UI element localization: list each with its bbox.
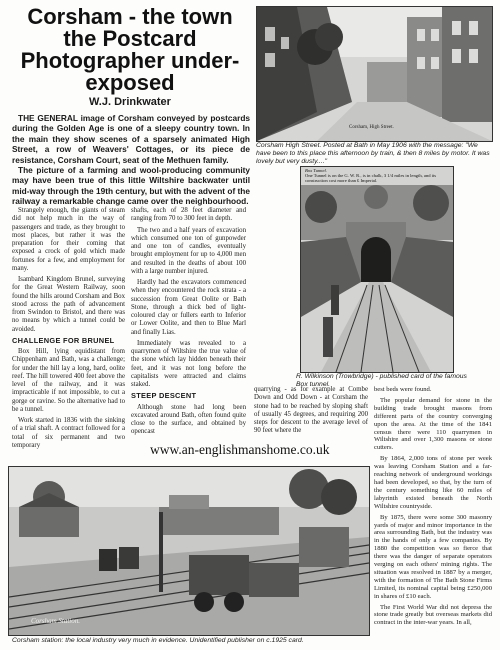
body-paragraph: Strangely enough, the giants of steam did not help much in the way of passengers and trade, as they brought to most places, but rather it was the preparation for their coming that exposed a crock of gold which made fortunes for a few, and employment for many. bbox=[12, 207, 125, 272]
box-tunnel-photo bbox=[300, 166, 454, 373]
station-inset-label: Corsham Station. bbox=[31, 617, 81, 625]
high-street-caption: Corsham High Street. Posted at Bath in May 1906 with the message: "We have been to this place this afternoon by train, & then 8 miles by motor. It was lovely but very dusty...." bbox=[256, 142, 490, 165]
tunnel-inset-text bbox=[305, 168, 449, 183]
station-illustration bbox=[9, 467, 369, 635]
body-paragraph: Hardly had the excavators commenced when they encountered the rock strata - a succession from Great Oolite or Bath Stone, through a thick bed of light-coloured clay or fullers earth to Inferior or Lower Oolite, and then to Blue Marl and finally Lias. bbox=[131, 279, 246, 336]
high-street-illustration bbox=[257, 7, 492, 141]
body-paragraph: By 1864, 2,000 tons of stone per week was leaving Corsham Station and a far-reaching network of underground workings had been developed, so that, by the turn of the century something like 60 miles of labyrinth existed beneath the North Wiltshire countryside. bbox=[374, 455, 492, 510]
article-column-2 bbox=[131, 207, 246, 440]
body-paragraph: shafts, each of 28 feet diameter and ranging from 70 to 300 feet in depth. bbox=[131, 207, 246, 223]
body-paragraph: best beds were found. bbox=[374, 386, 432, 393]
website-watermark: www.an-englishmanshome.co.uk bbox=[150, 442, 330, 457]
body-paragraph: Immediately was revealed to a quarrymen of Wiltshire the true value of the stone which lay hidden beneath their feet, and it was not long before the capitalists were attracted and claims staked. bbox=[131, 339, 246, 388]
article-column-3 bbox=[254, 386, 368, 439]
lead-paragraph-1: THE GENERAL image of Corsham conveyed by postcards during the Golden Age is one of a sleepy country town. In the main they show scenes of a sparsely animated High Street, a row of Weavers' Cottages, or its piece de resistance, Corsham Court, seat of the Methuen family. bbox=[12, 113, 250, 165]
body-paragraph: The popular demand for stone in the building trade brought masons from different parts of the country converging upon the area. At the time of the 1841 census there were 110 quarrymen in Wiltshire and over 1,300 masons or stone cutters. bbox=[374, 396, 492, 452]
section-heading: STEEP DESCENT bbox=[131, 391, 197, 401]
section-heading: CHALLENGE FOR BRUNEL bbox=[12, 335, 115, 345]
body-paragraph: The First World War did not depress the stone trade greatly but overseas markets did contract in the inter-war years. In all, bbox=[374, 603, 492, 627]
tunnel-inset-title: Box Tunnel. bbox=[305, 168, 327, 173]
tunnel-inset-description: One Tunnel is on the G. W. R., is in chalk, 3 1/4 miles in length, and its construction cost more than £ Imperial. bbox=[305, 173, 437, 183]
box-tunnel-illustration bbox=[301, 167, 453, 372]
box-tunnel-caption: R. Wilkinson (Trowbridge) - published card of the famous Box tunnel. bbox=[296, 373, 467, 388]
body-paragraph: Box Hill, lying equidistant from Chippenham and Bath, was a challenge; for under the hill lay a long, hard, oolite reef. The hill towered 400 feet above the level of the railway, and it was impracticable if not impossible, to cut a gorge or ravine. So the alternative had to be a tunnel. bbox=[12, 348, 125, 413]
article-column-4 bbox=[374, 386, 492, 630]
high-street-photo bbox=[256, 6, 493, 142]
corsham-station-photo bbox=[8, 466, 370, 636]
article-column-1 bbox=[12, 207, 125, 453]
article-lead bbox=[12, 113, 250, 207]
lead-paragraph-2: The picture of a farming and wool-producing community may have been true of this little Wiltshire backwater until mid-way through the 19th century, but with the advent of the railway a remarkable change came over the neighbourhood. bbox=[12, 165, 250, 207]
body-paragraph: Isambard Kingdom Brunel, surveying for the Great Western Railway, soon found the hills around Corsham and Box stood across the path of advancement from Swindon to Bristol, and there was no means by which a tunnel could be avoided. bbox=[12, 276, 125, 333]
body-paragraph: By 1875, there were some 300 masonry yards of major and minor importance in the area surrounding Bath, but the industry was in the hands of only a few companies. By 1880 the competition was so fierce that there was the danger of separate operators verging on each others' mining rights. The situation was resolved in 1887 by a merger, with the formation of The Bath Stone Firms Limited, its nominal capital being £250,000 in shares of £10 each. bbox=[374, 513, 492, 600]
photo-inset-label: Corsham, High Street. bbox=[349, 125, 394, 130]
body-paragraph: Work started in 1836 with the sinking of a trial shaft. A contract followed for a total of six permanent and two temporary bbox=[12, 417, 125, 449]
body-paragraph: quarrying - as for example at Combe Down and Odd Down - at Corsham the stone had to be reached by sloping shaft of usually 45 degrees, and requiring 200 steps for descent to the average level of 90 feet where the bbox=[254, 386, 368, 435]
body-paragraph: Although stone had long been excavated around Bath, often found quite close to the surface, and obtained by opencast bbox=[131, 403, 246, 436]
station-caption: Corsham station: the local industry very much in evidence. Unidentified publisher on c.1925 card. bbox=[12, 637, 304, 644]
body-paragraph: The two and a half years of excavation which consumed one ton of gunpowder and one ton of candles, eventually brought employment for up to 4,000 men and resulted in the deaths of about 100 with a large number injured. bbox=[131, 226, 246, 275]
article-byline: W.J. Drinkwater bbox=[89, 96, 171, 108]
article-title: Corsham - the town the Postcard Photographer under-exposed bbox=[20, 4, 240, 95]
